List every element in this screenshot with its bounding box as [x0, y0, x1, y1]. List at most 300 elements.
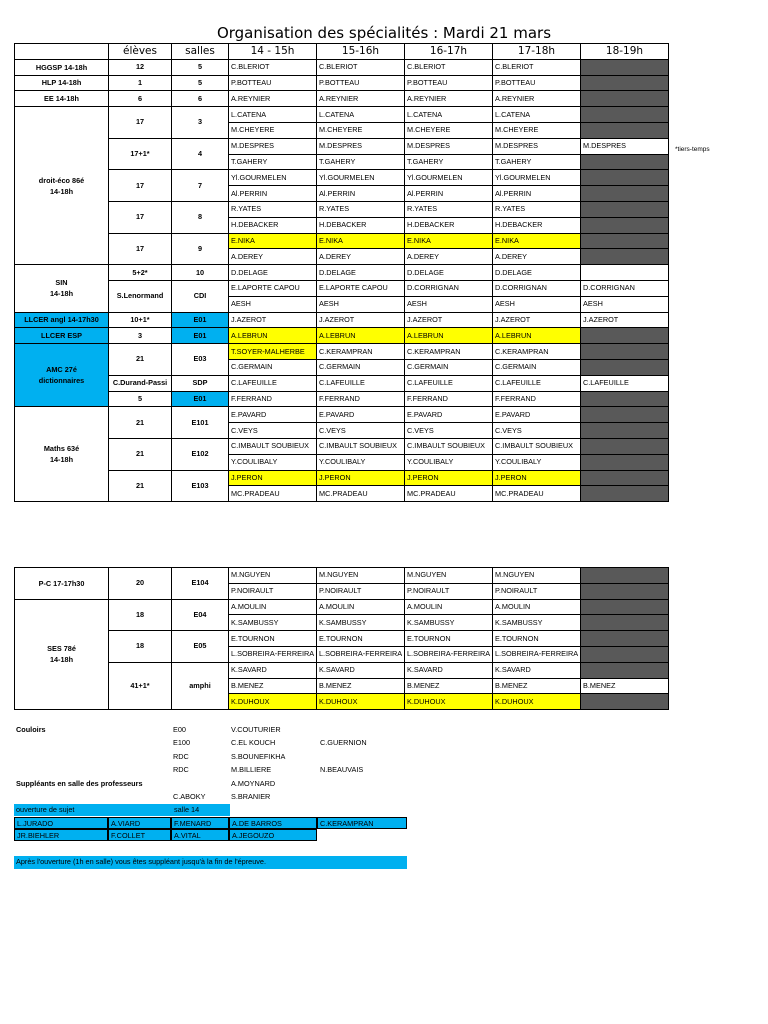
slot-cell-1: Al.PERRIN: [229, 186, 317, 202]
schedule-row: [15, 407, 669, 423]
column-header-15-16h: 15-16h: [317, 44, 405, 60]
slot-cell-5: [581, 91, 669, 107]
slot-cell-1: E.LAPORTE CAPOU: [229, 280, 317, 296]
slot-cell-4: M.NGUYEN: [493, 568, 581, 584]
slot-cell-4: K.DUHOUX: [493, 694, 581, 710]
slot-cell-4: E.TOURNON: [493, 631, 581, 647]
slot-cell-4: M.CHEYERE: [493, 122, 581, 138]
slot-cell-1: A.DEREY: [229, 249, 317, 265]
staff-aboky: C.ABOKY: [173, 792, 206, 801]
apres-ouverture-notice: Après l'ouverture (1h en salle) vous êtes suppléant jusqu'à la fin de l'épreuve.: [14, 856, 407, 869]
slot-cell-2: F.FERRAND: [317, 391, 405, 407]
room-e100: E100: [173, 738, 191, 747]
slot-cell-3: M.CHEYERE: [405, 122, 493, 138]
column-header-16-17h: 16-17h: [405, 44, 493, 60]
slot-cell-4: K.SAMBUSSY: [493, 615, 581, 631]
slot-cell-1: AESH: [229, 296, 317, 312]
slot-cell-4: T.GAHERY: [493, 154, 581, 170]
room-cell: CDI: [172, 280, 229, 312]
couloirs-label: Couloirs: [16, 725, 46, 734]
schedule-row: [15, 138, 669, 154]
eleves-count: C.Durand-Passi: [109, 375, 172, 391]
slot-cell-3: K.SAVARD: [405, 662, 493, 678]
slot-cell-4: L.CATENA: [493, 107, 581, 123]
slot-cell-5: [581, 154, 669, 170]
slot-cell-5: [581, 170, 669, 186]
staff-biehler: JR.BIEHLER: [14, 829, 108, 841]
slot-cell-4: D.DELAGE: [493, 265, 581, 281]
slot-cell-4: AESH: [493, 296, 581, 312]
room-cell: E104: [172, 568, 229, 600]
eleves-count: 10+1*: [109, 312, 172, 328]
subject-label: AMC 27é dictionnaires: [15, 344, 109, 407]
room-cell: E03: [172, 344, 229, 376]
eleves-count: 21: [109, 407, 172, 439]
slot-cell-5: [581, 391, 669, 407]
slot-cell-3: K.SAMBUSSY: [405, 615, 493, 631]
slot-cell-1: F.FERRAND: [229, 391, 317, 407]
slot-cell-5: [581, 454, 669, 470]
slot-cell-1: M.CHEYERE: [229, 122, 317, 138]
slot-cell-1: C.LAFEUILLE: [229, 375, 317, 391]
slot-cell-5: [581, 249, 669, 265]
slot-cell-2: L.SOBREIRA-FERREIRA: [317, 646, 405, 662]
schedule-row: [15, 265, 669, 281]
slot-cell-3: A.MOULIN: [405, 599, 493, 615]
slot-cell-5: J.AZEROT: [581, 312, 669, 328]
column-header-18-19h: 18-19h: [581, 44, 669, 60]
staff-kerampran: C.KERAMPRAN: [317, 817, 407, 829]
slot-cell-3: C.VEYS: [405, 423, 493, 439]
schedule-row: [15, 438, 669, 454]
slot-cell-4: A.DEREY: [493, 249, 581, 265]
slot-cell-3: A.REYNIER: [405, 91, 493, 107]
slot-cell-1: T.GAHERY: [229, 154, 317, 170]
eleves-count: 21: [109, 438, 172, 470]
eleves-count: 20: [109, 568, 172, 600]
slot-cell-1: K.SAMBUSSY: [229, 615, 317, 631]
slot-cell-2: C.LAFEUILLE: [317, 375, 405, 391]
slot-cell-3: H.DEBACKER: [405, 217, 493, 233]
slot-cell-4: D.CORRIGNAN: [493, 280, 581, 296]
slot-cell-2: A.REYNIER: [317, 91, 405, 107]
room-cell: SDP: [172, 375, 229, 391]
staff-collet: F.COLLET: [108, 829, 171, 841]
slot-cell-3: D.CORRIGNAN: [405, 280, 493, 296]
slot-cell-3: Yl.GOURMELEN: [405, 170, 493, 186]
slot-cell-3: T.GAHERY: [405, 154, 493, 170]
suppleants-label: Suppléants en salle des professeurs: [16, 779, 143, 788]
eleves-count: 12: [109, 59, 172, 75]
schedule-row: [15, 328, 669, 344]
room-cell: 9: [172, 233, 229, 265]
slot-cell-2: Y.COULIBALY: [317, 454, 405, 470]
slot-cell-3: K.DUHOUX: [405, 694, 493, 710]
schedule-row: [15, 391, 669, 407]
slot-cell-4: Al.PERRIN: [493, 186, 581, 202]
slot-cell-2: R.YATES: [317, 201, 405, 217]
slot-cell-2: P.BOTTEAU: [317, 75, 405, 91]
staff-debarros: A.DE BARROS: [229, 817, 317, 829]
slot-cell-3: A.DEREY: [405, 249, 493, 265]
slot-cell-2: Yl.GOURMELEN: [317, 170, 405, 186]
slot-cell-1: T.SOYER-MALHERBE: [229, 344, 317, 360]
schedule-row: [15, 599, 669, 615]
slot-cell-3: AESH: [405, 296, 493, 312]
staff-branier: S.BRANIER: [231, 792, 271, 801]
header-row: [15, 44, 669, 60]
staff-menard: F.MENARD: [171, 817, 229, 829]
room-cell: 8: [172, 201, 229, 233]
slot-cell-1: A.MOULIN: [229, 599, 317, 615]
room-cell: 3: [172, 107, 229, 139]
slot-cell-2: K.SAVARD: [317, 662, 405, 678]
slot-cell-5: [581, 646, 669, 662]
slot-cell-5: B.MENEZ: [581, 678, 669, 694]
slot-cell-1: K.DUHOUX: [229, 694, 317, 710]
room-cell: E01: [172, 328, 229, 344]
slot-cell-2: AESH: [317, 296, 405, 312]
slot-cell-3: Al.PERRIN: [405, 186, 493, 202]
staff-elkouch: C.EL KOUCH: [231, 738, 276, 747]
slot-cell-2: K.DUHOUX: [317, 694, 405, 710]
slot-cell-3: R.YATES: [405, 201, 493, 217]
schedule-row: [15, 59, 669, 75]
slot-cell-3: E.TOURNON: [405, 631, 493, 647]
slot-cell-2: MC.PRADEAU: [317, 486, 405, 502]
slot-cell-5: [581, 470, 669, 486]
slot-cell-2: T.GAHERY: [317, 154, 405, 170]
column-header-blank: [15, 44, 109, 60]
slot-cell-3: D.DELAGE: [405, 265, 493, 281]
room-cell: E103: [172, 470, 229, 502]
slot-cell-1: C.BLERIOT: [229, 59, 317, 75]
slot-cell-5: [581, 438, 669, 454]
slot-cell-1: M.DESPRES: [229, 138, 317, 154]
room-cell: 4: [172, 138, 229, 170]
slot-cell-3: C.GERMAIN: [405, 359, 493, 375]
schedule-table-main: [14, 43, 669, 502]
slot-cell-1: R.YATES: [229, 201, 317, 217]
slot-cell-2: E.PAVARD: [317, 407, 405, 423]
slot-cell-3: E.NIKA: [405, 233, 493, 249]
schedule-row: [15, 170, 669, 186]
slot-cell-3: F.FERRAND: [405, 391, 493, 407]
subject-label: EE 14-18h: [15, 91, 109, 107]
slot-cell-2: P.NOIRAULT: [317, 583, 405, 599]
salle-14-label: salle 14: [172, 804, 230, 816]
subject-label: SIN 14-18h: [15, 265, 109, 312]
slot-cell-5: [581, 59, 669, 75]
room-e00: E00: [173, 725, 186, 734]
slot-cell-4: R.YATES: [493, 201, 581, 217]
slot-cell-4: A.LEBRUN: [493, 328, 581, 344]
slot-cell-4: J.PERON: [493, 470, 581, 486]
eleves-count: 18: [109, 631, 172, 663]
eleves-count: 5+2*: [109, 265, 172, 281]
slot-cell-4: B.MENEZ: [493, 678, 581, 694]
slot-cell-5: [581, 233, 669, 249]
slot-cell-4: J.AZEROT: [493, 312, 581, 328]
slot-cell-2: J.PERON: [317, 470, 405, 486]
room-cell: 7: [172, 170, 229, 202]
slot-cell-5: [581, 615, 669, 631]
slot-cell-3: L.CATENA: [405, 107, 493, 123]
room-cell: 5: [172, 59, 229, 75]
slot-cell-3: C.LAFEUILLE: [405, 375, 493, 391]
slot-cell-5: [581, 662, 669, 678]
slot-cell-1: E.PAVARD: [229, 407, 317, 423]
slot-cell-2: L.CATENA: [317, 107, 405, 123]
subject-label: HLP 14-18h: [15, 75, 109, 91]
slot-cell-4: C.LAFEUILLE: [493, 375, 581, 391]
slot-cell-4: K.SAVARD: [493, 662, 581, 678]
slot-cell-3: P.NOIRAULT: [405, 583, 493, 599]
slot-cell-5: [581, 217, 669, 233]
eleves-count: 17: [109, 233, 172, 265]
eleves-count: 17: [109, 170, 172, 202]
room-cell: 6: [172, 91, 229, 107]
slot-cell-4: C.KERAMPRAN: [493, 344, 581, 360]
room-cell: amphi: [172, 662, 229, 709]
schedule-row: [15, 344, 669, 360]
schedule-row: [15, 631, 669, 647]
room-cell: E05: [172, 631, 229, 663]
eleves-count: 18: [109, 599, 172, 631]
column-header-l-ves: élèves: [109, 44, 172, 60]
slot-cell-4: E.PAVARD: [493, 407, 581, 423]
staff-viard: A.VIARD: [108, 817, 171, 829]
room-cell: 10: [172, 265, 229, 281]
schedule-row: [15, 662, 669, 678]
slot-cell-5: [581, 201, 669, 217]
slot-cell-3: C.IMBAULT SOUBIEUX: [405, 438, 493, 454]
room-rdc-2: RDC: [173, 765, 189, 774]
slot-cell-3: J.PERON: [405, 470, 493, 486]
slot-cell-3: C.BLERIOT: [405, 59, 493, 75]
slot-cell-4: L.SOBREIRA-FERREIRA: [493, 646, 581, 662]
slot-cell-2: D.DELAGE: [317, 265, 405, 281]
slot-cell-5: [581, 265, 669, 281]
slot-cell-2: K.SAMBUSSY: [317, 615, 405, 631]
slot-cell-4: E.NIKA: [493, 233, 581, 249]
subject-label: LLCER angl 14-17h30: [15, 312, 109, 328]
slot-cell-2: M.DESPRES: [317, 138, 405, 154]
slot-cell-5: [581, 631, 669, 647]
slot-cell-2: Al.PERRIN: [317, 186, 405, 202]
slot-cell-1: C.VEYS: [229, 423, 317, 439]
slot-cell-1: Yl.GOURMELEN: [229, 170, 317, 186]
room-cell: 5: [172, 75, 229, 91]
slot-cell-2: E.NIKA: [317, 233, 405, 249]
column-header-14-15h: 14 - 15h: [229, 44, 317, 60]
slot-cell-2: A.MOULIN: [317, 599, 405, 615]
subject-label: Maths 63é 14-18h: [15, 407, 109, 502]
slot-cell-4: C.BLERIOT: [493, 59, 581, 75]
slot-cell-5: [581, 568, 669, 584]
slot-cell-3: P.BOTTEAU: [405, 75, 493, 91]
schedule-row: [15, 280, 669, 296]
slot-cell-4: MC.PRADEAU: [493, 486, 581, 502]
slot-cell-4: Yl.GOURMELEN: [493, 170, 581, 186]
slot-cell-2: C.KERAMPRAN: [317, 344, 405, 360]
slot-cell-2: A.LEBRUN: [317, 328, 405, 344]
slot-cell-3: J.AZEROT: [405, 312, 493, 328]
eleves-count: S.Lenormand: [109, 280, 172, 312]
staff-jurado: L.JURADO: [14, 817, 108, 829]
slot-cell-2: E.TOURNON: [317, 631, 405, 647]
staff-billiere: M.BILLIERE: [231, 765, 272, 774]
eleves-count: 21: [109, 344, 172, 376]
schedule-row: [15, 375, 669, 391]
slot-cell-4: P.NOIRAULT: [493, 583, 581, 599]
slot-cell-5: D.CORRIGNAN: [581, 280, 669, 296]
staff-couturier: V.COUTURIER: [231, 725, 281, 734]
slot-cell-5: [581, 583, 669, 599]
slot-cell-1: E.TOURNON: [229, 631, 317, 647]
schedule-row: [15, 107, 669, 123]
slot-cell-5: [581, 407, 669, 423]
slot-cell-5: [581, 423, 669, 439]
slot-cell-5: AESH: [581, 296, 669, 312]
eleves-count: 17+1*: [109, 138, 172, 170]
slot-cell-1: D.DELAGE: [229, 265, 317, 281]
slot-cell-1: K.SAVARD: [229, 662, 317, 678]
slot-cell-5: [581, 75, 669, 91]
slot-cell-5: [581, 107, 669, 123]
slot-cell-1: J.AZEROT: [229, 312, 317, 328]
slot-cell-2: C.IMBAULT SOUBIEUX: [317, 438, 405, 454]
tiers-temps-note: *tiers-temps: [675, 146, 710, 153]
schedule-row: [15, 201, 669, 217]
column-header-17-18h: 17-18h: [493, 44, 581, 60]
slot-cell-1: J.PERON: [229, 470, 317, 486]
eleves-count: 3: [109, 328, 172, 344]
slot-cell-4: A.MOULIN: [493, 599, 581, 615]
slot-cell-1: A.REYNIER: [229, 91, 317, 107]
eleves-count: 17: [109, 107, 172, 139]
eleves-count: 17: [109, 201, 172, 233]
slot-cell-5: [581, 186, 669, 202]
room-cell: E04: [172, 599, 229, 631]
schedule-row: [15, 233, 669, 249]
eleves-count: 21: [109, 470, 172, 502]
subject-label: HGGSP 14-18h: [15, 59, 109, 75]
room-rdc-1: RDC: [173, 752, 189, 761]
schedule-table-secondary: [14, 567, 669, 710]
subject-label: SES 78é 14-18h: [15, 599, 109, 710]
slot-cell-1: C.GERMAIN: [229, 359, 317, 375]
slot-cell-5: [581, 122, 669, 138]
slot-cell-4: H.DEBACKER: [493, 217, 581, 233]
slot-cell-4: P.BOTTEAU: [493, 75, 581, 91]
slot-cell-5: [581, 694, 669, 710]
slot-cell-1: E.NIKA: [229, 233, 317, 249]
slot-cell-4: Y.COULIBALY: [493, 454, 581, 470]
eleves-count: 5: [109, 391, 172, 407]
room-cell: E102: [172, 438, 229, 470]
ouverture-label: ouverture de sujet: [14, 804, 172, 816]
slot-cell-3: L.SOBREIRA-FERREIRA: [405, 646, 493, 662]
slot-cell-3: Y.COULIBALY: [405, 454, 493, 470]
slot-cell-2: B.MENEZ: [317, 678, 405, 694]
slot-cell-3: M.DESPRES: [405, 138, 493, 154]
page-title: Organisation des spécialités : Mardi 21 mars: [216, 24, 552, 42]
slot-cell-1: C.IMBAULT SOUBIEUX: [229, 438, 317, 454]
slot-cell-5: [581, 328, 669, 344]
slot-cell-5: [581, 486, 669, 502]
slot-cell-3: M.NGUYEN: [405, 568, 493, 584]
slot-cell-1: H.DEBACKER: [229, 217, 317, 233]
slot-cell-5: M.DESPRES: [581, 138, 669, 154]
slot-cell-1: P.NOIRAULT: [229, 583, 317, 599]
eleves-count: 41+1*: [109, 662, 172, 709]
slot-cell-1: Y.COULIBALY: [229, 454, 317, 470]
slot-cell-1: MC.PRADEAU: [229, 486, 317, 502]
slot-cell-5: [581, 359, 669, 375]
slot-cell-4: F.FERRAND: [493, 391, 581, 407]
eleves-count: 6: [109, 91, 172, 107]
subject-label: droit-éco 86é 14-18h: [15, 107, 109, 265]
slot-cell-2: C.BLERIOT: [317, 59, 405, 75]
subject-label: LLCER ESP: [15, 328, 109, 344]
staff-vital: A.VITAL: [171, 829, 229, 841]
staff-jegouzo: A.JEGOUZO: [229, 829, 317, 841]
staff-beauvais: N.BEAUVAIS: [320, 765, 364, 774]
slot-cell-2: M.NGUYEN: [317, 568, 405, 584]
eleves-count: 1: [109, 75, 172, 91]
slot-cell-4: M.DESPRES: [493, 138, 581, 154]
schedule-row: [15, 91, 669, 107]
slot-cell-3: C.KERAMPRAN: [405, 344, 493, 360]
schedule-row: [15, 312, 669, 328]
slot-cell-4: C.GERMAIN: [493, 359, 581, 375]
slot-cell-1: P.BOTTEAU: [229, 75, 317, 91]
staff-bounefikha: S.BOUNEFIKHA: [231, 752, 286, 761]
slot-cell-2: C.GERMAIN: [317, 359, 405, 375]
slot-cell-1: B.MENEZ: [229, 678, 317, 694]
slot-cell-2: C.VEYS: [317, 423, 405, 439]
schedule-row: [15, 568, 669, 584]
slot-cell-2: M.CHEYERE: [317, 122, 405, 138]
slot-cell-1: L.SOBREIRA-FERREIRA: [229, 646, 317, 662]
schedule-row: [15, 470, 669, 486]
room-cell: E01: [172, 312, 229, 328]
column-header-salles: salles: [172, 44, 229, 60]
staff-moynard: A.MOYNARD: [231, 779, 276, 788]
slot-cell-3: MC.PRADEAU: [405, 486, 493, 502]
slot-cell-5: C.LAFEUILLE: [581, 375, 669, 391]
slot-cell-5: [581, 344, 669, 360]
slot-cell-3: E.PAVARD: [405, 407, 493, 423]
slot-cell-5: [581, 599, 669, 615]
slot-cell-2: A.DEREY: [317, 249, 405, 265]
schedule-row: [15, 75, 669, 91]
slot-cell-2: E.LAPORTE CAPOU: [317, 280, 405, 296]
slot-cell-1: L.CATENA: [229, 107, 317, 123]
room-cell: E01: [172, 391, 229, 407]
staff-guernion: C.GUERNION: [320, 738, 367, 747]
subject-label: P-C 17-17h30: [15, 568, 109, 600]
slot-cell-1: M.NGUYEN: [229, 568, 317, 584]
slot-cell-4: A.REYNIER: [493, 91, 581, 107]
slot-cell-2: H.DEBACKER: [317, 217, 405, 233]
room-cell: E101: [172, 407, 229, 439]
slot-cell-3: B.MENEZ: [405, 678, 493, 694]
slot-cell-3: A.LEBRUN: [405, 328, 493, 344]
slot-cell-2: J.AZEROT: [317, 312, 405, 328]
slot-cell-4: C.IMBAULT SOUBIEUX: [493, 438, 581, 454]
